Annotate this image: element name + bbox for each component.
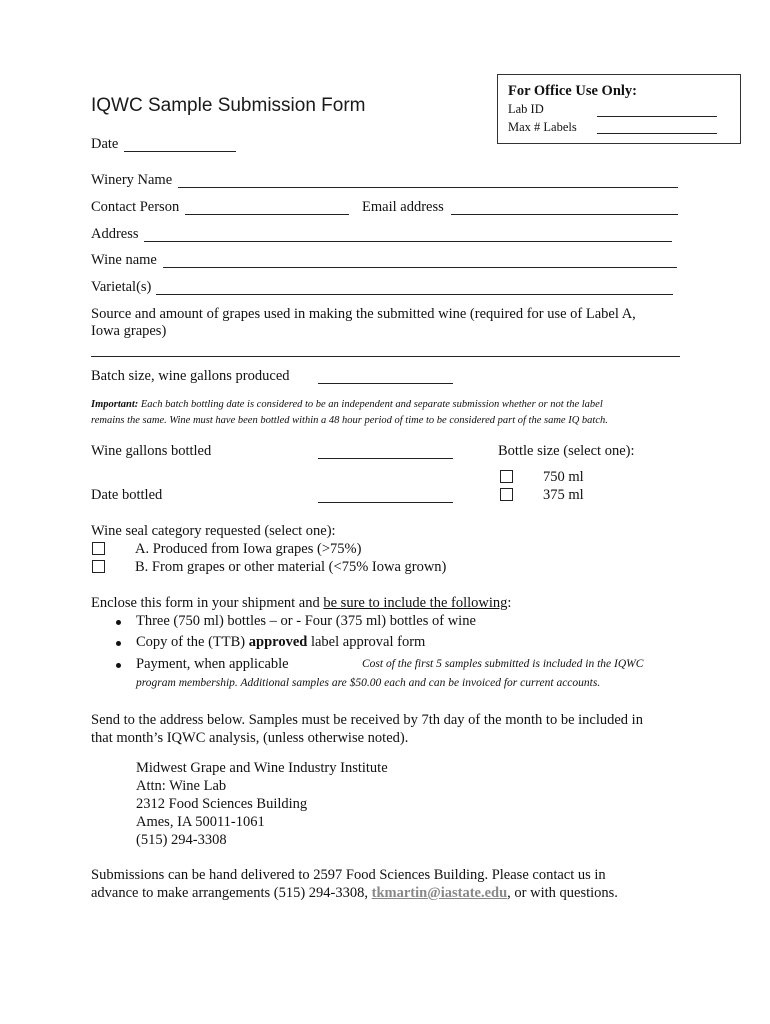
- bottle-750-checkbox[interactable]: [500, 470, 513, 483]
- seal-a-label: A. Produced from Iowa grapes (>75%): [135, 541, 362, 557]
- date-bottled-field[interactable]: [318, 502, 453, 503]
- footer-line1: Submissions can be hand delivered to 2597 Food Sciences Building. Please contact us in: [91, 867, 606, 883]
- date-label: Date: [91, 136, 119, 152]
- seal-a-checkbox[interactable]: [92, 542, 105, 555]
- date-bottled-label: Date bottled: [91, 487, 163, 503]
- address-line-5: (515) 294-3308: [136, 832, 227, 848]
- address-line-2: Attn: Wine Lab: [136, 778, 227, 794]
- address-line-3: 2312 Food Sciences Building: [136, 796, 308, 812]
- seal-b-label: B. From grapes or other material (<75% Iowa grown): [135, 559, 447, 575]
- enclose-item-2-prefix: Copy of the (TTB): [136, 634, 249, 650]
- important-note-line2: remains the same. Wine must have been bottled within a 48 hour period of time to be considered part of the same IQ batch.: [91, 415, 608, 426]
- bottle-size-label: Bottle size (select one):: [498, 443, 635, 459]
- email-address-field[interactable]: [451, 214, 678, 215]
- wine-name-field[interactable]: [163, 267, 677, 268]
- important-text-1: Each batch bottling date is considered to be an independent and separate submission whether or not the label: [138, 399, 603, 410]
- batch-size-label: Batch size, wine gallons produced: [91, 368, 290, 384]
- wine-name-label: Wine name: [91, 252, 157, 268]
- office-use-title: For Office Use Only:: [508, 83, 637, 99]
- wine-gallons-bottled-field[interactable]: [318, 458, 453, 459]
- contact-person-label: Contact Person: [91, 199, 180, 215]
- address-field[interactable]: [144, 241, 672, 242]
- max-labels-label: Max # Labels: [508, 120, 577, 134]
- varietals-label: Varietal(s): [91, 279, 152, 295]
- bottle-750-label: 750 ml: [543, 469, 584, 485]
- address-line-4: Ames, IA 50011-1061: [136, 814, 265, 830]
- important-label: Important:: [91, 399, 139, 410]
- max-labels-field[interactable]: [597, 133, 717, 134]
- varietals-field[interactable]: [156, 294, 673, 295]
- footer-line2-suffix: , or with questions.: [507, 885, 618, 901]
- address-label: Address: [91, 226, 139, 242]
- office-use-box: [497, 74, 741, 144]
- enclose-intro-underlined: be sure to include the following: [323, 595, 508, 611]
- enclose-intro-suffix: :: [507, 595, 512, 611]
- wine-gallons-bottled-label: Wine gallons bottled: [91, 443, 212, 459]
- lab-id-label: Lab ID: [508, 102, 544, 116]
- seal-b-checkbox[interactable]: [92, 560, 105, 573]
- enclose-intro: [91, 595, 511, 612]
- lab-id-field[interactable]: [597, 116, 717, 117]
- winery-name-label: Winery Name: [91, 172, 173, 188]
- bottle-375-checkbox[interactable]: [500, 488, 513, 501]
- email-link[interactable]: tkmartin@iastate.edu: [371, 885, 508, 901]
- bullet-icon: [116, 663, 121, 668]
- address-line-1: Midwest Grape and Wine Industry Institute: [136, 760, 388, 776]
- bullet-icon: [116, 620, 121, 625]
- winery-name-field[interactable]: [178, 187, 678, 188]
- source-label-line2: Iowa grapes): [91, 323, 167, 339]
- wine-seal-label: Wine seal category requested (select one):: [91, 523, 336, 539]
- enclose-item-1: Three (750 ml) bottles – or - Four (375 ml) bottles of wine: [136, 613, 476, 629]
- send-text-line1: Send to the address below. Samples must be received by 7th day of the month to be included in: [91, 712, 643, 728]
- contact-person-field[interactable]: [185, 214, 349, 215]
- source-label-line1: Source and amount of grapes used in making the submitted wine (required for use of Label A,: [91, 306, 636, 322]
- enclose-item-2-bold: approved: [248, 634, 308, 650]
- important-note-line1: [91, 396, 603, 413]
- bullet-icon: [116, 641, 121, 646]
- date-field[interactable]: [124, 151, 236, 152]
- bottle-375-label: 375 ml: [543, 487, 584, 503]
- enclose-item-2-suffix: label approval form: [307, 634, 426, 650]
- footer-line2-prefix: advance to make arrangements (515) 294-3308,: [91, 885, 372, 901]
- footer-line2: [91, 885, 618, 902]
- batch-size-field[interactable]: [318, 383, 453, 384]
- page-title: IQWC Sample Submission Form: [91, 95, 366, 116]
- send-text-line2: that month’s IQWC analysis, (unless otherwise noted).: [91, 730, 409, 746]
- enclose-intro-prefix: Enclose this form in your shipment and: [91, 595, 324, 611]
- payment-note-line1: Cost of the first 5 samples submitted is included in the IQWC: [362, 658, 644, 670]
- email-address-label: Email address: [362, 199, 444, 215]
- enclose-item-2: [136, 634, 425, 651]
- source-field[interactable]: [91, 356, 680, 357]
- enclose-item-3: Payment, when applicable: [136, 656, 289, 672]
- payment-note-line2: program membership. Additional samples are $50.00 each and can be invoiced for current accounts.: [136, 677, 601, 689]
